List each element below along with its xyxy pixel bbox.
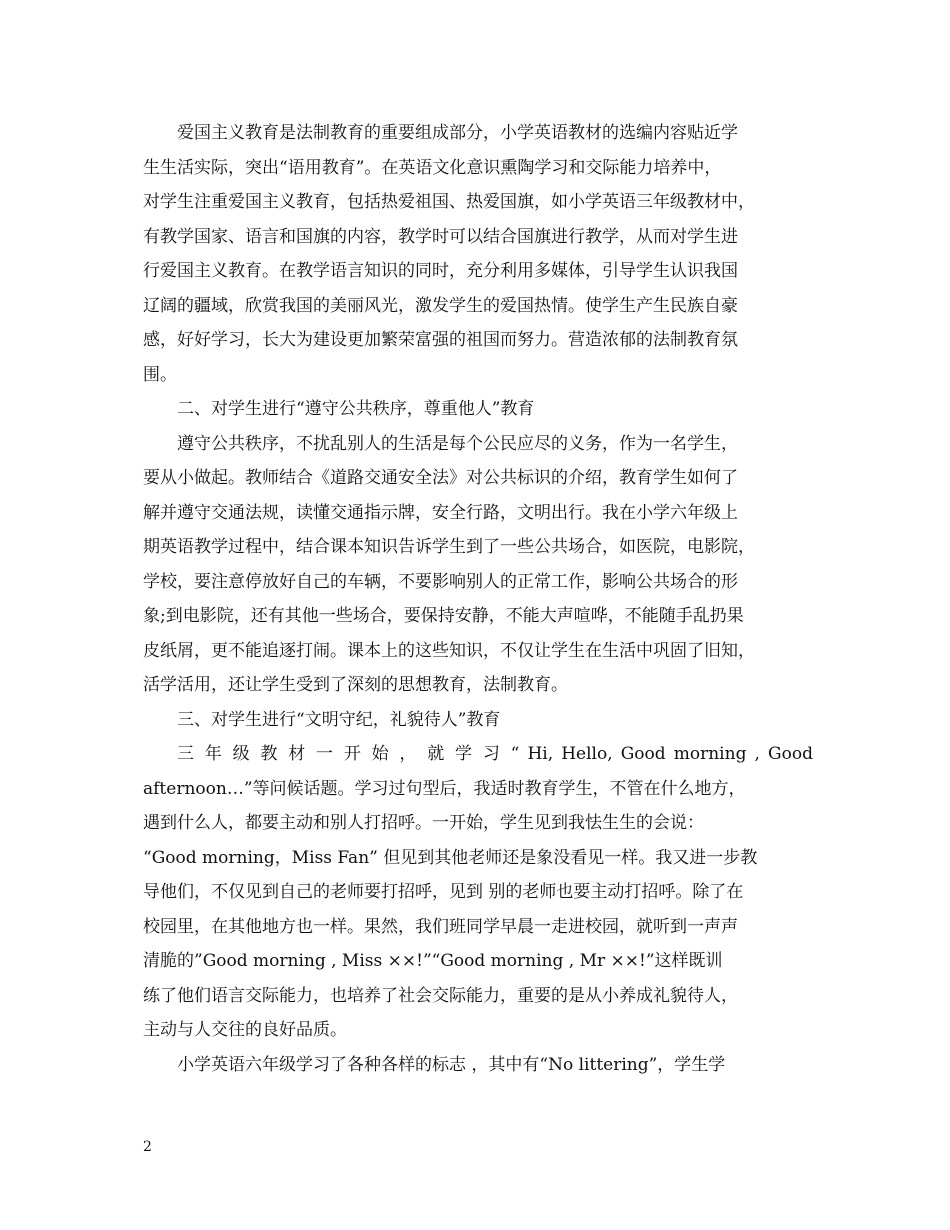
text-line: 练了他们语言交际能力，也培养了社会交际能力，重要的是从小养成礼貌待人， [143,985,738,1006]
section-heading: 二、对学生进行“遵守公共秩序，尊重他人”教育 [177,399,535,419]
text-line: 象;到电影院，还有其他一些场合，要保持安静，不能大声喧哗，不能随手乱扔果 [143,606,744,626]
text-line: 清脆的”Good morning , Miss ××!”“Good morning , Mr ××!”这样既训 [143,951,723,971]
text-line: 辽阔的疆域，欣赏我国的美丽风光，激发学生的爱国热情。使学生产生民族自豪 [143,295,738,316]
text-line: 学校，要注意停放好自己的车辆，不要影响别人的正常工作，影响公共场合的形 [143,571,738,592]
text-line: 爱国主义教育是法制教育的重要组成部分，小学英语教材的选编内容贴近学 [177,123,738,143]
text-line: 导他们，不仅见到自己的老师要打招呼，见到 别的老师也要主动打招呼。除了在 [143,882,744,902]
text-line: “Good morning，Miss Fan” 但见到其他老师还是象没看见一样。我又进一步教 [143,847,758,868]
page-number: 2 [143,1139,152,1155]
text-line: 活学活用，还让学生受到了深刻的思想教育，法制教育。 [143,675,568,695]
text-line: 行爱国主义教育。在教学语言知识的同时，充分利用多媒体，引导学生认识我国 [143,261,738,281]
section-heading: 三、对学生进行“文明守纪，礼貌待人”教育 [177,709,501,730]
text-line: 生生活实际，突出“语用教育”。在英语文化意识熏陶学习和交际能力培养中， [143,157,722,178]
text-line: 小学英语六年级学习了各种各样的标志 ，其中有“No littering”，学生学 [177,1054,726,1075]
text-line: 期英语教学过程中，结合课本知识告诉学生到了一些公共场合，如医院，电影院， [143,537,755,557]
text-line: 三 年 级 教 材 一 开 始 ， 就 学 习 “ Hi, Hello, Good morning , Good [177,744,813,764]
text-line: 对学生注重爱国主义教育，包括热爱祖国、热爱国旗，如小学英语三年级教材中， [143,192,755,212]
text-line: 遵守公共秩序，不扰乱别人的生活是每个公民应尽的义务，作为一名学生， [177,433,738,454]
text-line: 主动与人交往的良好品质。 [143,1020,347,1040]
text-line: afternoon…”等问候话题。学习过句型后，我适时教育学生，不管在什么地方， [143,778,746,799]
text-line: 感，好好学习，长大为建设更加繁荣富强的祖国而努力。营造浓郁的法制教育氛 [143,330,738,350]
document-body [143,116,813,1082]
text-line: 有教学国家、语言和国旗的内容，教学时可以结合国旗进行教学，从而对学生进 [143,226,738,247]
text-line: 围。 [143,364,177,385]
text-line: 校园里，在其他地方也一样。果然，我们班同学早晨一走进校园，就听到一声声 [143,916,738,937]
text-line: 解并遵守交通法规，读懂交通指示牌，安全行路，文明出行。我在小学六年级上 [143,502,738,523]
text-line: 遇到什么人，都要主动和别人打招呼。一开始，学生见到我怯生生的会说： [143,813,704,833]
text-line: 皮纸屑，更不能追逐打闹。课本上的这些知识，不仅让学生在生活中巩固了旧知， [143,640,755,661]
text-line: 要从小做起。教师结合《道路交通安全法》对公共标识的介绍，教育学生如何了 [143,468,738,488]
